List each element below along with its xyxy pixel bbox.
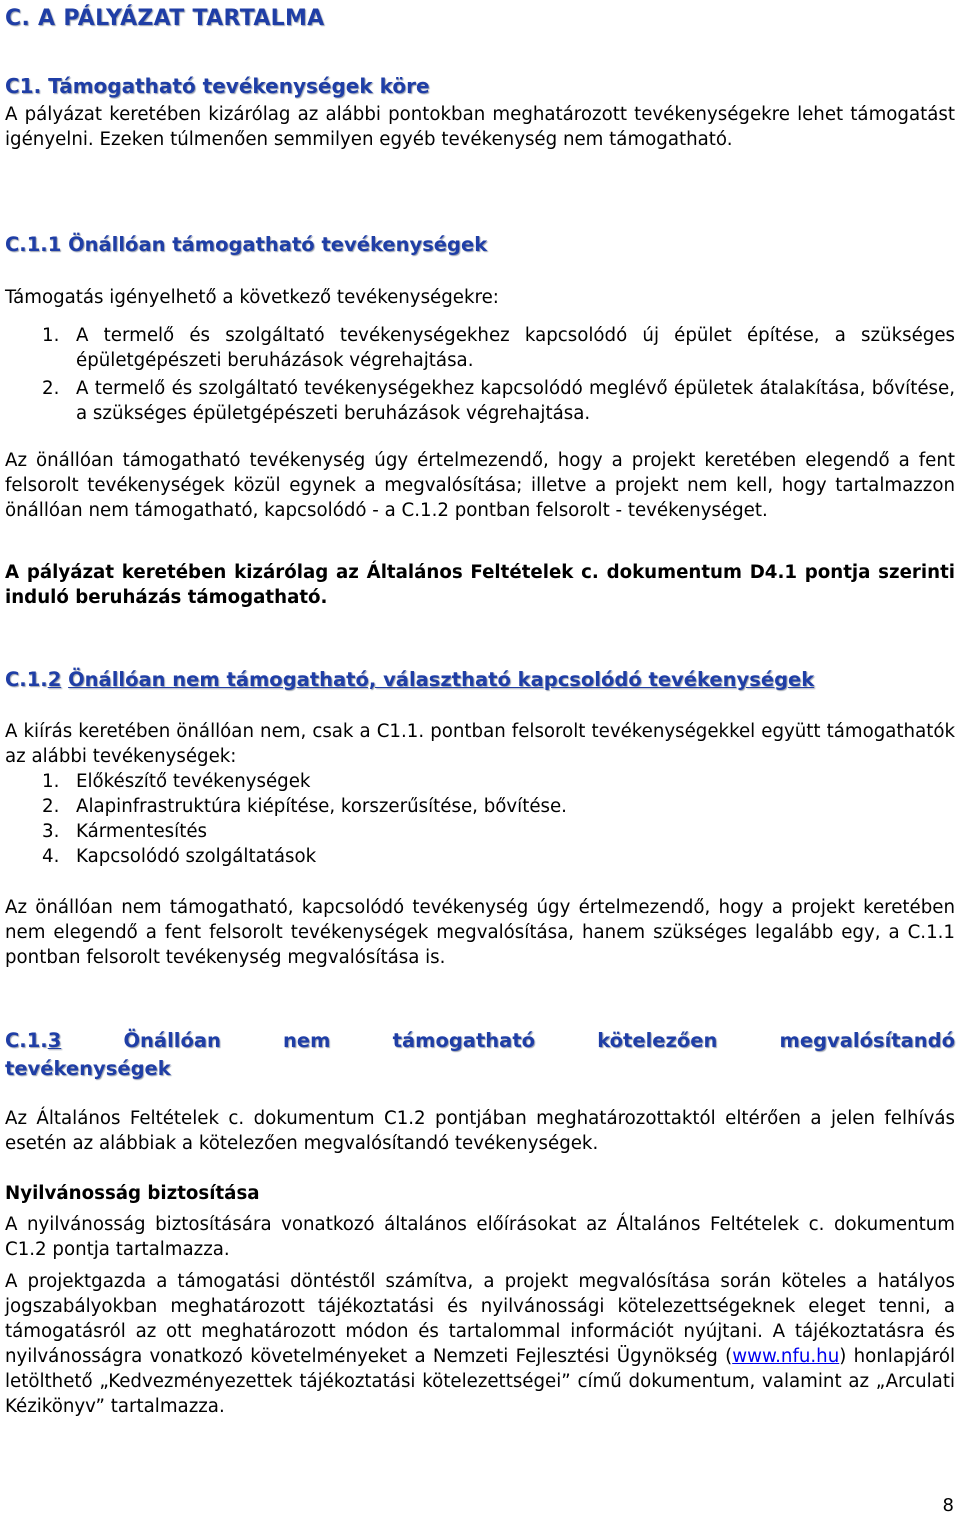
list-item <box>42 794 955 819</box>
c12-list <box>42 769 955 869</box>
list-item-number: 4. <box>42 846 60 867</box>
c13-title-line1: Önállóan nem támogatható kötelezően megvalósítandó <box>123 1029 955 1052</box>
list-item <box>42 769 955 794</box>
c13-number-a: C.1. <box>5 1029 48 1052</box>
c11-paragraph: Az önállóan támogatható tevékenység úgy értelmezendő, hogy a projekt keretében elegendő a fent felsorolt tevékenységek közül egynek a megvalósítása; illetve a projekt nem kell, hogy tartalmazzon önállóan nem támogatható, kapcsolódó - a C.1.2 pontban felsorolt - tevékenységet. <box>5 450 955 521</box>
list-item-text: Alapinfrastruktúra kiépítése, korszerűsítése, bővítése. <box>76 796 567 817</box>
c11-lead: Támogatás igényelhető a következő tevékenységekre: <box>5 287 499 308</box>
section-heading-c1: C1. Támogatható tevékenységek köre <box>5 74 430 98</box>
c13-heading-line1 <box>5 1027 955 1055</box>
c13-paragraph: Az Általános Feltételek c. dokumentum C1.2 pontjában meghatározottaktól eltérően a jelen felhívás esetén az alábbiak a kötelezően megvalósítandó tevékenységek. <box>5 1108 955 1154</box>
c12-number-a: C.1. <box>5 668 48 691</box>
list-item <box>42 819 955 844</box>
subsection-heading-c13 <box>5 1027 955 1083</box>
list-item <box>42 844 955 869</box>
list-item-text: A termelő és szolgáltató tevékenységekhez kapcsolódó meglévő épületek átalakítása, bővítése, a szükséges épületgépészeti beruházások végrehajtása. <box>76 378 955 424</box>
page-number: 8 <box>942 1495 954 1516</box>
list-item-text: Kármentesítés <box>76 821 207 842</box>
c13-final-text-b: ) honlapjáról letölthető „Kedvezményezettek tájékoztatási kötelezettségei” című dokumentum, valamint az „Arculati Kézikönyv” tartalmazza. <box>5 1346 955 1417</box>
list-item-number: 3. <box>42 821 60 842</box>
c13-title-line2: tevékenységek <box>5 1057 171 1080</box>
c13-sub-paragraph: A nyilvánosság biztosítására vonatkozó általános előírásokat az Általános Feltételek c. dokumentum C1.2 pontja tartalmazza. <box>5 1214 955 1260</box>
list-item-text: Előkészítő tevékenységek <box>76 771 311 792</box>
c13-number-b: 3 <box>47 1029 62 1052</box>
c11-number: C.1.1 <box>5 233 62 256</box>
c11-title: Önállóan támogatható tevékenységek <box>68 233 488 256</box>
c11-bold-paragraph: A pályázat keretében kizárólag az Általános Feltételek c. dokumentum D4.1 pontja szerinti induló beruházás támogatható. <box>5 562 955 608</box>
c13-final-paragraph <box>5 1269 955 1419</box>
list-item <box>42 376 955 426</box>
list-item <box>42 323 955 373</box>
list-item-text: A termelő és szolgáltató tevékenységekhez kapcsolódó új épület építése, a szükséges épületgépészeti beruházások végrehajtása. <box>76 325 955 371</box>
c12-number-b: 2 <box>47 668 62 691</box>
section-heading-c: C. A PÁLYÁZAT TARTALMA <box>5 6 325 31</box>
nfu-link[interactable]: www.nfu.hu <box>732 1346 840 1367</box>
list-item-text: Kapcsolódó szolgáltatások <box>76 846 317 867</box>
c12-paragraph: Az önállóan nem támogatható, kapcsolódó tevékenység úgy értelmezendő, hogy a projekt keretében nem elegendő a fent felsorolt tevékenységek megvalósítása, hanem szükséges legalább egy, a C.1.1 pontban felsorolt tevékenység megvalósítása is. <box>5 897 955 968</box>
c12-lead: A kiírás keretében önállóan nem, csak a C1.1. pontban felsorolt tevékenységekkel együtt támogathatók az alábbi tevékenységek: <box>5 721 955 767</box>
intro-paragraph: A pályázat keretében kizárólag az alábbi pontokban meghatározott tevékenységekre lehet támogatást igényelni. Ezeken túlmenően semmilyen egyéb tevékenység nem támogatható. <box>5 104 955 150</box>
c12-title: Önállóan nem támogatható, választható kapcsolódó tevékenységek <box>68 668 815 691</box>
subsection-heading-c11 <box>5 233 955 256</box>
subsection-heading-c12 <box>5 668 955 691</box>
list-item-number: 1. <box>42 325 60 346</box>
list-item-number: 2. <box>42 796 60 817</box>
list-item-number: 2. <box>42 378 60 399</box>
list-item-number: 1. <box>42 771 60 792</box>
c11-list <box>42 323 955 426</box>
c13-subheading: Nyilvánosság biztosítása <box>5 1183 260 1204</box>
c13-final-text-a: A projektgazda a támogatási döntéstől számítva, a projekt megvalósítása során köteles a hatályos jogszabályokban meghatározott tájékoztatási és nyilvánossági kötelezettségeknek eleget tenni, a támogatásról az ott meghatározott módon és tartalommal információt nyújtani. A tájékoztatásra és nyilvánosságra vonatkozó követelményeket a Nemzeti Fejlesztési Ügynökség ( <box>5 1271 955 1367</box>
